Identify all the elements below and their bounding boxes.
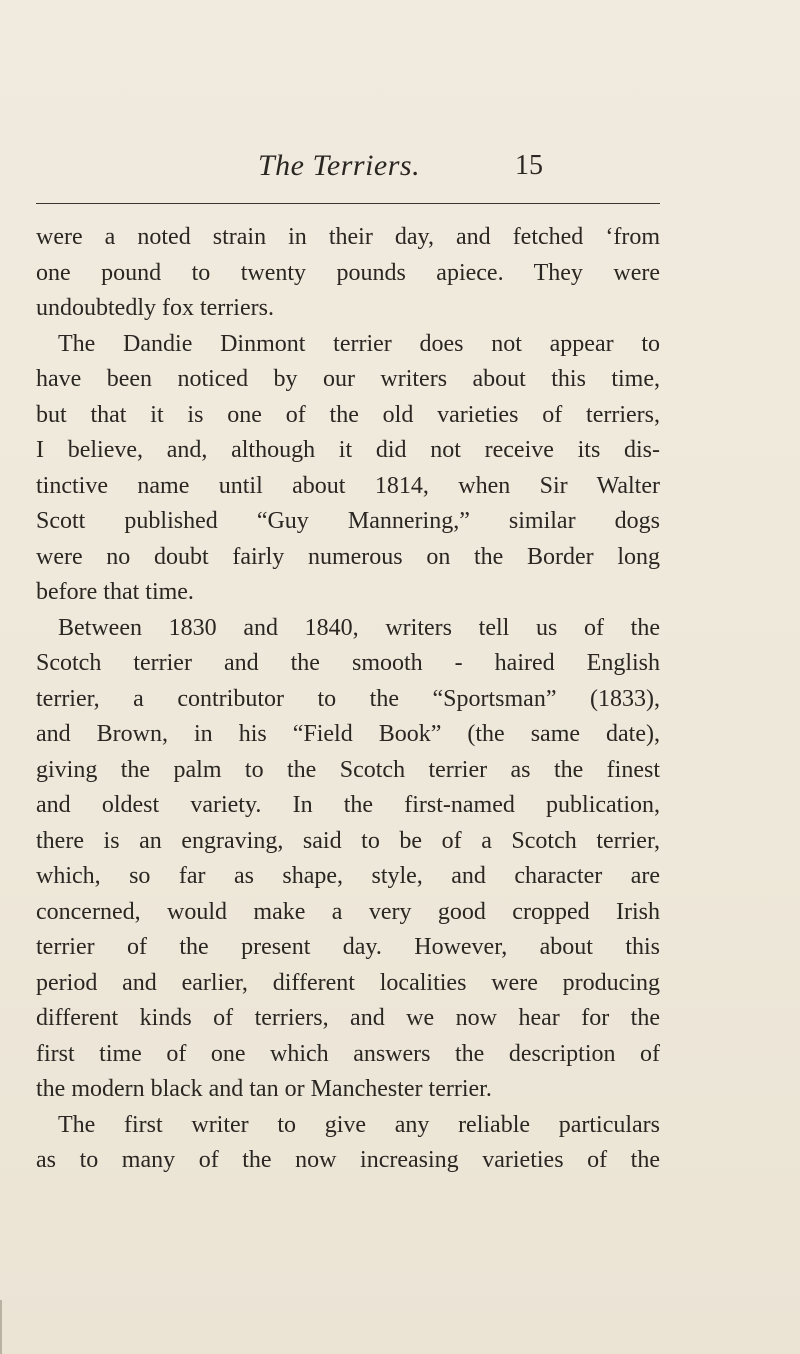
text-line: the modern black and tan or Manchester terrier. bbox=[36, 1076, 492, 1102]
text-line: were a noted strain in their day, and fetched ‘from bbox=[36, 224, 660, 250]
text-line: Scotch terrier and the smooth - haired English bbox=[36, 650, 660, 676]
text-line: different kinds of terriers, and we now hear for the bbox=[36, 1005, 660, 1031]
page-number: 15 bbox=[515, 150, 543, 181]
text-line: and oldest variety. In the first-named publication, bbox=[36, 792, 660, 818]
text-line: first time of one which answers the description of bbox=[36, 1040, 660, 1067]
text-line: giving the palm to the Scotch terrier as the finest bbox=[36, 756, 660, 783]
text-line: period and earlier, different localities were producing bbox=[36, 969, 660, 996]
text-line: tinctive name until about 1814, when Sir Walter bbox=[36, 472, 660, 499]
text-line: were no doubt fairly numerous on the Border long bbox=[36, 543, 660, 570]
text-line: but that it is one of the old varieties of terriers, bbox=[36, 401, 660, 428]
text-line: before that time. bbox=[36, 579, 194, 605]
text-line: there is an engraving, said to be of a Scotch terrier, bbox=[36, 827, 660, 854]
running-head bbox=[0, 146, 800, 190]
text-line: terrier of the present day. However, about this bbox=[36, 934, 660, 960]
page-edge-mark bbox=[0, 1300, 2, 1354]
text-line: have been noticed by our writers about this time, bbox=[36, 366, 660, 392]
text-line: concerned, would make a very good cropped Irish bbox=[36, 898, 660, 925]
text-line: The Dandie Dinmont terrier does not appear to bbox=[58, 330, 660, 357]
running-title: The Terriers. bbox=[258, 149, 421, 182]
text-line: Scott published “Guy Mannering,” similar dogs bbox=[36, 508, 660, 534]
text-line: which, so far as shape, style, and character are bbox=[36, 863, 660, 889]
text-line: one pound to twenty pounds apiece. They were bbox=[36, 259, 660, 286]
text-line: and Brown, in his “Field Book” (the same date), bbox=[36, 721, 660, 747]
text-line: undoubtedly fox terriers. bbox=[36, 295, 274, 321]
text-line: The first writer to give any reliable particulars bbox=[58, 1111, 660, 1138]
body-text bbox=[36, 220, 660, 1179]
text-line: terrier, a contributor to the “Sportsman” (1833), bbox=[36, 685, 660, 712]
text-line: Between 1830 and 1840, writers tell us of the bbox=[58, 614, 660, 641]
text-line: I believe, and, although it did not receive its dis- bbox=[36, 437, 660, 463]
text-line: as to many of the now increasing varieties of the bbox=[36, 1147, 660, 1173]
header-rule bbox=[36, 203, 660, 204]
